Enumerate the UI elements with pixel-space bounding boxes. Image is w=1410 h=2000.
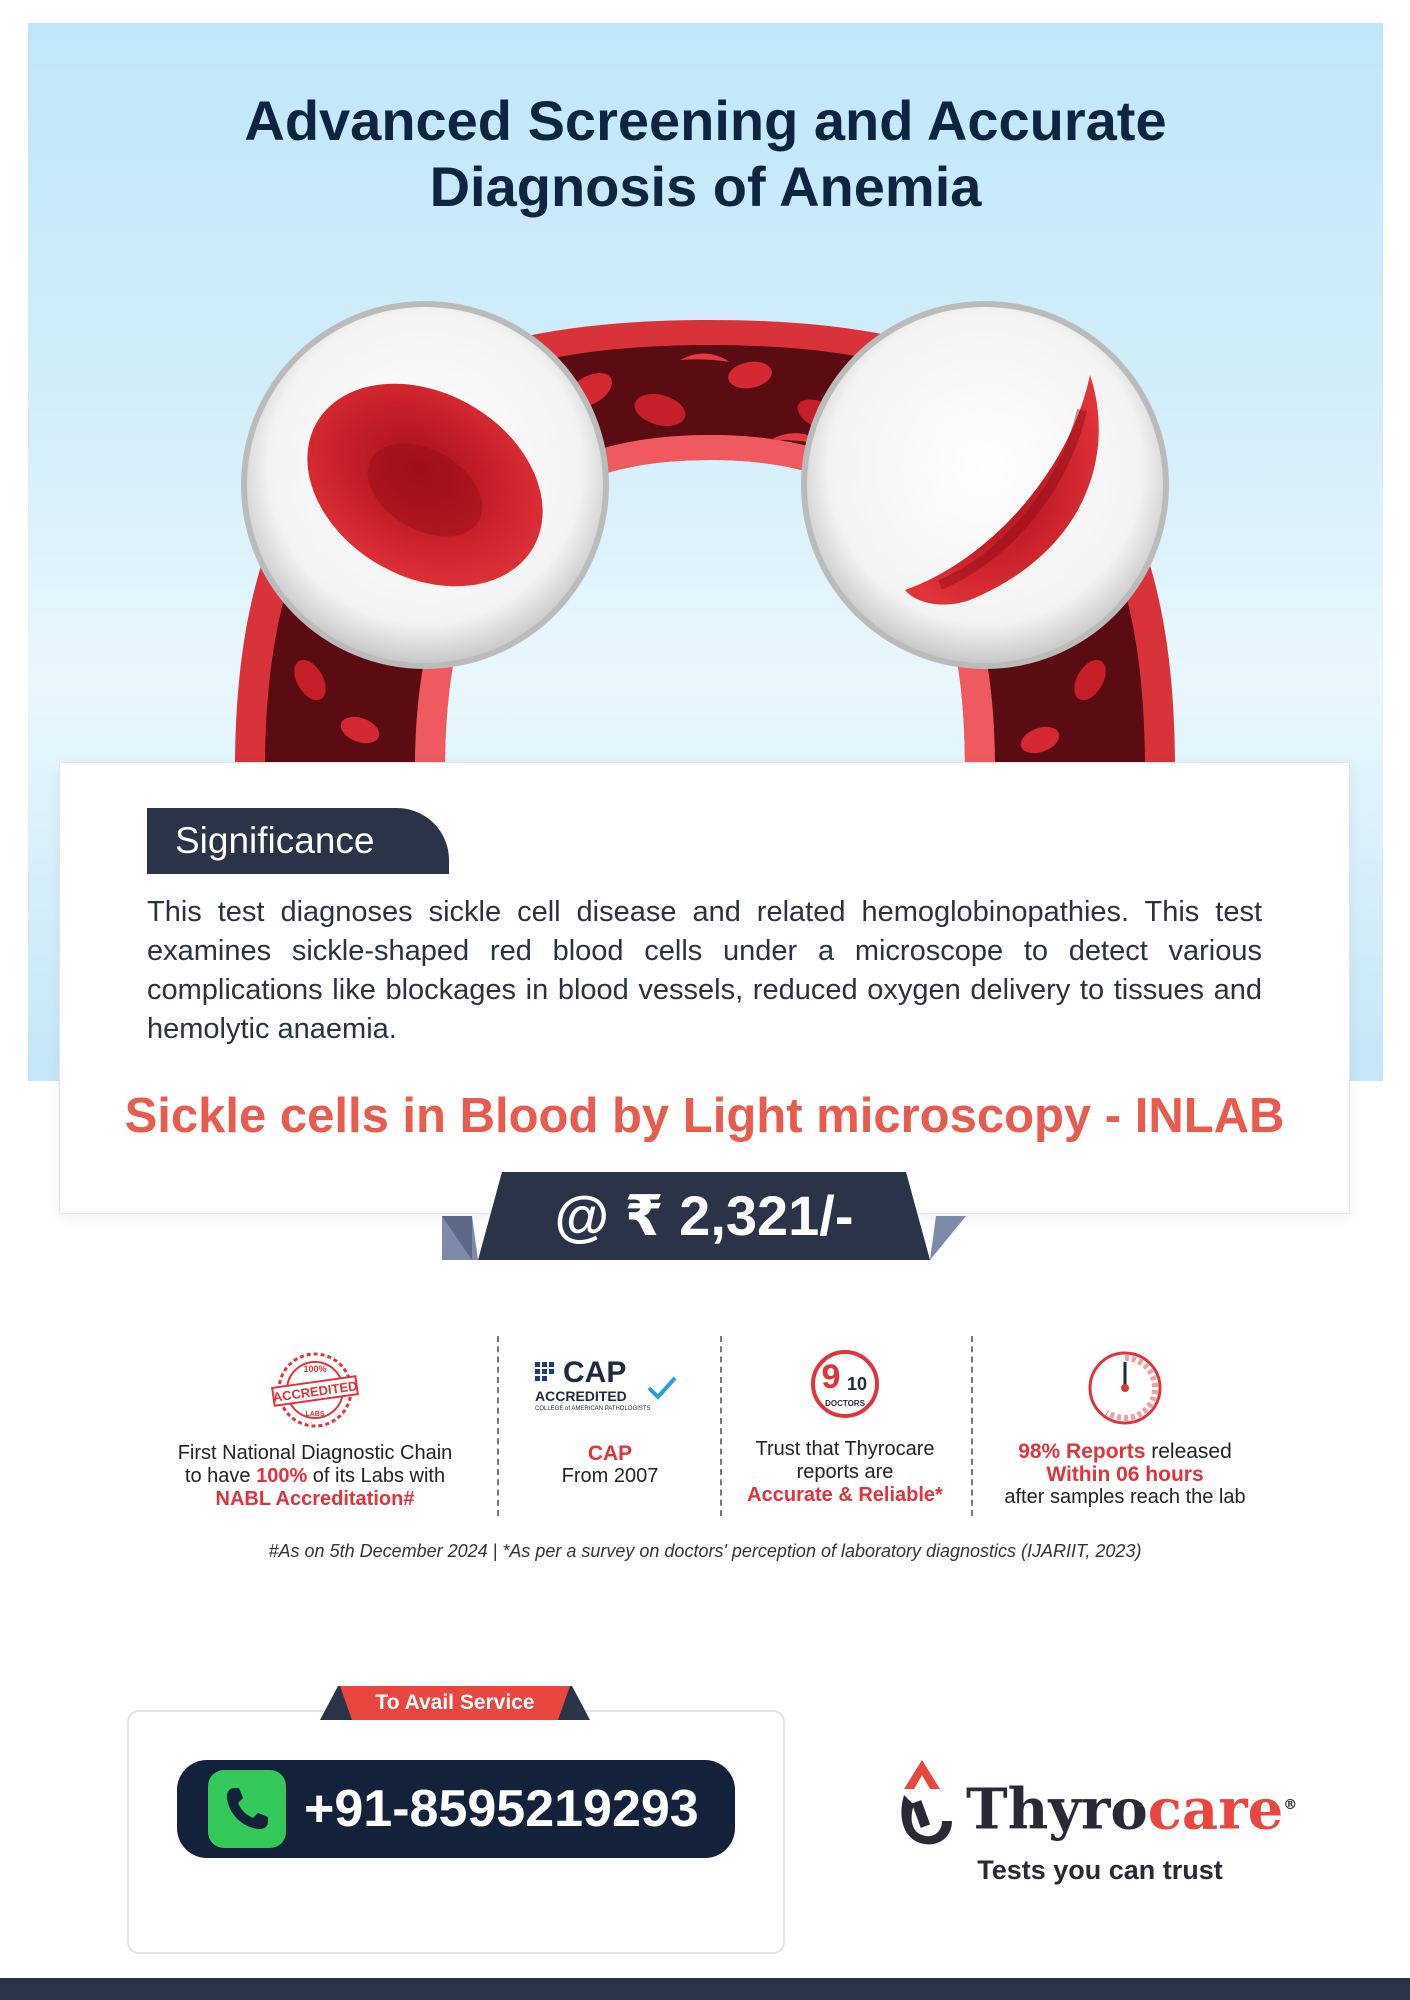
significance-tab: Significance — [147, 808, 449, 874]
cap-logo-icon: CAP ACCREDITED COLLEGE of AMERICAN PATHOLOGISTS — [535, 1358, 685, 1418]
test-name: Sickle cells in Blood by Light microscopy - INLAB — [124, 1089, 1285, 1143]
svg-text:DOCTORS: DOCTORS — [825, 1399, 865, 1408]
footnote: #As on 5th December 2024 | *As per a survey on doctors' perception of laboratory diagnostics (IJARIIT, 2023) — [268, 1541, 1142, 1561]
accredited-badge-icon — [267, 1350, 363, 1430]
feature-cap — [500, 1330, 720, 1520]
feature-nabl-line1: First National Diagnostic Chain — [177, 1442, 453, 1464]
timer-icon — [1085, 1348, 1165, 1428]
svg-text:100%: 100% — [303, 1364, 327, 1374]
feature-doctors-line2: reports are — [796, 1461, 894, 1483]
page-title — [28, 88, 1383, 220]
significance-text: This test diagnoses sickle cell disease and related hemoglobinopathies. This test examines sickle-shaped red blood cells under a microscope to detect various complications like blockages in blood vessels, reduced oxygen delivery to tissues and hemolytic anaemia. — [147, 896, 1262, 1045]
brand-tagline: Tests you can trust — [977, 1855, 1223, 1885]
feature-doctors-line1: Trust that Thyrocare — [755, 1438, 935, 1460]
title-line-2: Diagnosis of Anemia — [429, 155, 982, 218]
sickle-rbc-lens — [807, 307, 1163, 663]
features-row — [140, 1330, 1270, 1520]
feature-cap-title: CAP — [587, 1442, 633, 1465]
price-label: @ ₹ 2,321/- — [554, 1184, 854, 1247]
phone-number[interactable]: +91-8595219293 — [304, 1780, 699, 1838]
bottom-bar — [0, 1978, 1410, 2000]
feature-doctors-line3: Accurate & Reliable* — [747, 1484, 943, 1506]
svg-text:LABS: LABS — [305, 1411, 325, 1418]
feature-cap-subtitle: From 2007 — [561, 1465, 659, 1487]
thyrocare-drop-icon — [901, 1760, 952, 1844]
blood-vessel-illustration — [210, 300, 1200, 770]
feature-turnaround-line3: after samples reach the lab — [1004, 1486, 1246, 1508]
feature-nabl-line3: NABL Accreditation# — [215, 1488, 415, 1510]
svg-text:ACCREDITED: ACCREDITED — [271, 1378, 359, 1405]
phone-icon — [208, 1770, 286, 1848]
svg-text:9: 9 — [821, 1358, 841, 1396]
doctors-badge-icon — [805, 1340, 885, 1420]
feature-turnaround-line2: Within 06 hours — [1046, 1463, 1204, 1486]
title-line-1: Advanced Screening and Accurate — [244, 89, 1167, 152]
svg-text:10: 10 — [846, 1374, 868, 1394]
feature-turnaround-line1: 98% Reports released — [1018, 1440, 1232, 1463]
feature-nabl — [140, 1330, 490, 1520]
service-label: To Avail Service — [375, 1691, 535, 1714]
feature-nabl-line2: to have 100% of its Labs with — [184, 1465, 446, 1487]
feature-doctors — [730, 1330, 960, 1520]
feature-turnaround — [980, 1330, 1270, 1520]
brand-name: Thyrocare® — [966, 1776, 1298, 1843]
